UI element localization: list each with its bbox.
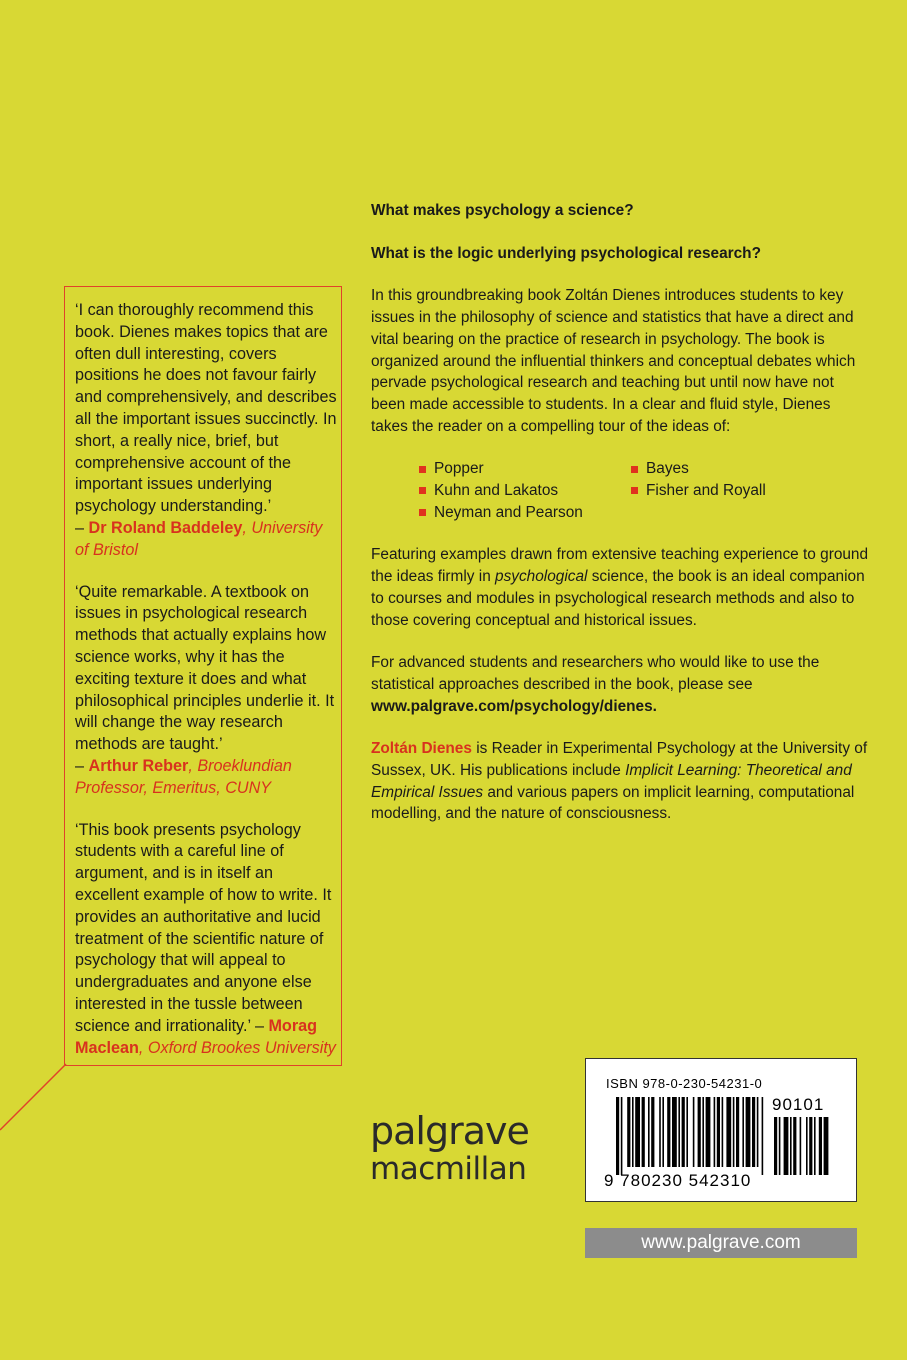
book-title: Implicit Learning: Theoretical and Empirical Issues (371, 762, 852, 801)
quote-text: ‘Quite remarkable. A textbook on issues in psychological research methods that actually explains how science works, why it has the exciting texture it does and what philosophical principles underlie it. It will change the way research methods are taught.’ (75, 582, 335, 754)
advanced-text: For advanced students and researchers who would like to use the statistical approaches described in the book, please see (371, 654, 820, 693)
publisher-logo (370, 1109, 529, 1188)
featuring-text: Featuring examples drawn from extensive teaching experience to ground the ideas firmly in (371, 546, 869, 586)
barcode-bar (706, 1097, 711, 1167)
barcode-addon-bar (819, 1117, 822, 1175)
barcode-addon-bar (824, 1117, 829, 1175)
barcode-bar (726, 1097, 731, 1167)
quote-sep: , (188, 756, 198, 775)
bullet-square-icon (631, 466, 638, 473)
featuring-paragraph (371, 544, 871, 631)
list-item (631, 480, 831, 502)
barcode-bar (662, 1097, 664, 1167)
bullet-square-icon (419, 509, 426, 516)
barcode-bar (762, 1097, 764, 1175)
publisher-logo-line2: macmillan (370, 1151, 527, 1187)
barcode-bar (742, 1097, 744, 1167)
barcode-bar (616, 1097, 619, 1175)
publisher-website[interactable]: www.palgrave.com (585, 1228, 857, 1258)
isbn-barcode (585, 1058, 857, 1202)
barcode-bar (642, 1097, 645, 1167)
barcode-bar (667, 1097, 670, 1167)
isbn-label: ISBN 978-0-230-54231-0 (606, 1076, 763, 1091)
bullet-square-icon (419, 466, 426, 473)
author-bio-text: and various papers on implicit learning, computational modelling, and the nature of consciousness. (371, 783, 855, 823)
endorsement-quote (75, 582, 340, 800)
barcode-bar (757, 1097, 759, 1167)
list-item-label: Fisher and Royall (646, 482, 766, 500)
barcode-bar (714, 1097, 716, 1167)
barcode-addon-bar (779, 1117, 781, 1175)
quote-sep: , (242, 518, 252, 537)
list-item-label: Neyman and Pearson (434, 503, 583, 521)
endorsement-quote (75, 820, 340, 1060)
barcode-bar (648, 1097, 650, 1167)
author-bio-text: is Reader in Experimental Psychology at the University of Sussex, UK. His publications include (371, 740, 868, 780)
featuring-text: science, the book is an ideal companion to courses and modules in psychological research methods and also to those covering conceptual and historical issues. (371, 568, 865, 629)
box-connector-line (0, 1060, 70, 1140)
list-item (419, 458, 631, 480)
list-item-label: Popper (434, 460, 484, 478)
thinkers-list (419, 458, 871, 523)
quote-dash: – (250, 1016, 269, 1035)
barcode-bar (717, 1097, 720, 1167)
barcode-number: 9 780230 542310 (604, 1171, 752, 1190)
barcode-bar (702, 1097, 704, 1167)
headline-question-2: What is the logic underlying psychological research? (371, 244, 761, 262)
barcode-bar (621, 1097, 623, 1175)
companion-website-link[interactable]: www.palgrave.com/psychology/dienes. (371, 697, 657, 715)
bullet-square-icon (631, 487, 638, 494)
featuring-emphasis: psychological (495, 568, 588, 586)
quote-dash: – (75, 518, 89, 537)
quote-affiliation: Oxford Brookes University (147, 1038, 336, 1057)
barcode-addon-number: 90101 (772, 1095, 825, 1114)
barcode-bar (722, 1097, 724, 1167)
barcode-addon-bar (809, 1117, 812, 1175)
list-item (419, 480, 631, 502)
quote-author: Morag Maclean (75, 1016, 318, 1057)
barcode-bar (693, 1097, 695, 1167)
list-item (631, 458, 831, 480)
quote-affiliation: University of Bristol (75, 518, 323, 559)
quote-sep: , (138, 1038, 148, 1057)
intro-paragraph: In this groundbreaking book Zoltán Dienes introduces students to key issues in the philosophy of science and statistics that have a direct and vital bearing on the practice of research in psychology. The book is organized around the influential thinkers and conceptual debates which pervade psychological research and teaching but until now have not been made accessible to students. In a clear and fluid style, Dienes takes the reader on a compelling tour of the ideas of: (371, 287, 856, 435)
barcode-bar (651, 1097, 654, 1167)
barcode-bar (672, 1097, 677, 1167)
bullet-square-icon (419, 487, 426, 494)
quote-dash: – (75, 756, 89, 775)
barcode-bar (678, 1097, 680, 1167)
barcode-bar (686, 1097, 688, 1167)
quote-author: Dr Roland Baddeley (88, 518, 243, 537)
barcode-addon-bar (814, 1117, 816, 1175)
barcode-bar (736, 1097, 739, 1167)
barcode-bar (632, 1097, 634, 1167)
list-item-label: Kuhn and Lakatos (434, 482, 559, 500)
barcode-bar (635, 1097, 640, 1167)
barcode-addon-bar (784, 1117, 789, 1175)
quote-text: ‘I can thoroughly recommend this book. Dienes makes topics that are often dull interesting, covers positions he does not favour fairly and comprehensively, and describes all the important issues succinctly. In short, a really nice, brief, but comprehensive account of the important issues underlying psychology understanding.’ (75, 301, 337, 516)
barcode-bar (627, 1097, 630, 1167)
advanced-paragraph (371, 652, 871, 717)
barcode-bar (659, 1097, 661, 1167)
barcode-addon-bar (774, 1117, 777, 1175)
barcode-bar (733, 1097, 735, 1167)
endorsements (75, 300, 340, 1079)
barcode-addon-bar (790, 1117, 792, 1175)
quote-text: ‘This book presents psychology students with a careful line of argument, and is in itself an excellent example of how to write. It provides an authoritative and lucid treatment of the scientific nature of psychology that will appeal to undergraduates and anyone else interested in the tussle between science and irrationality.’ (75, 820, 332, 1035)
quote-author: Arthur Reber (88, 756, 189, 775)
list-item-label: Bayes (646, 460, 689, 478)
barcode-bar (746, 1097, 751, 1167)
barcode-bar (698, 1097, 701, 1167)
author-name: Zoltán Dienes (371, 740, 472, 758)
barcode-addon-bar (800, 1117, 802, 1175)
barcode-bar (752, 1097, 755, 1167)
quote-affiliation: Broeklundian Professor, Emeritus, CUNY (75, 756, 292, 797)
author-bio (371, 738, 871, 825)
endorsement-quote (75, 300, 340, 562)
barcode-addon-bar (806, 1117, 808, 1175)
publisher-logo-line1: palgrave (370, 1109, 529, 1153)
blurb (371, 200, 871, 846)
list-item (419, 502, 631, 524)
headline-question-1: What makes psychology a science? (371, 202, 634, 219)
barcode-bar (682, 1097, 685, 1167)
barcode-addon-bar (793, 1117, 796, 1175)
